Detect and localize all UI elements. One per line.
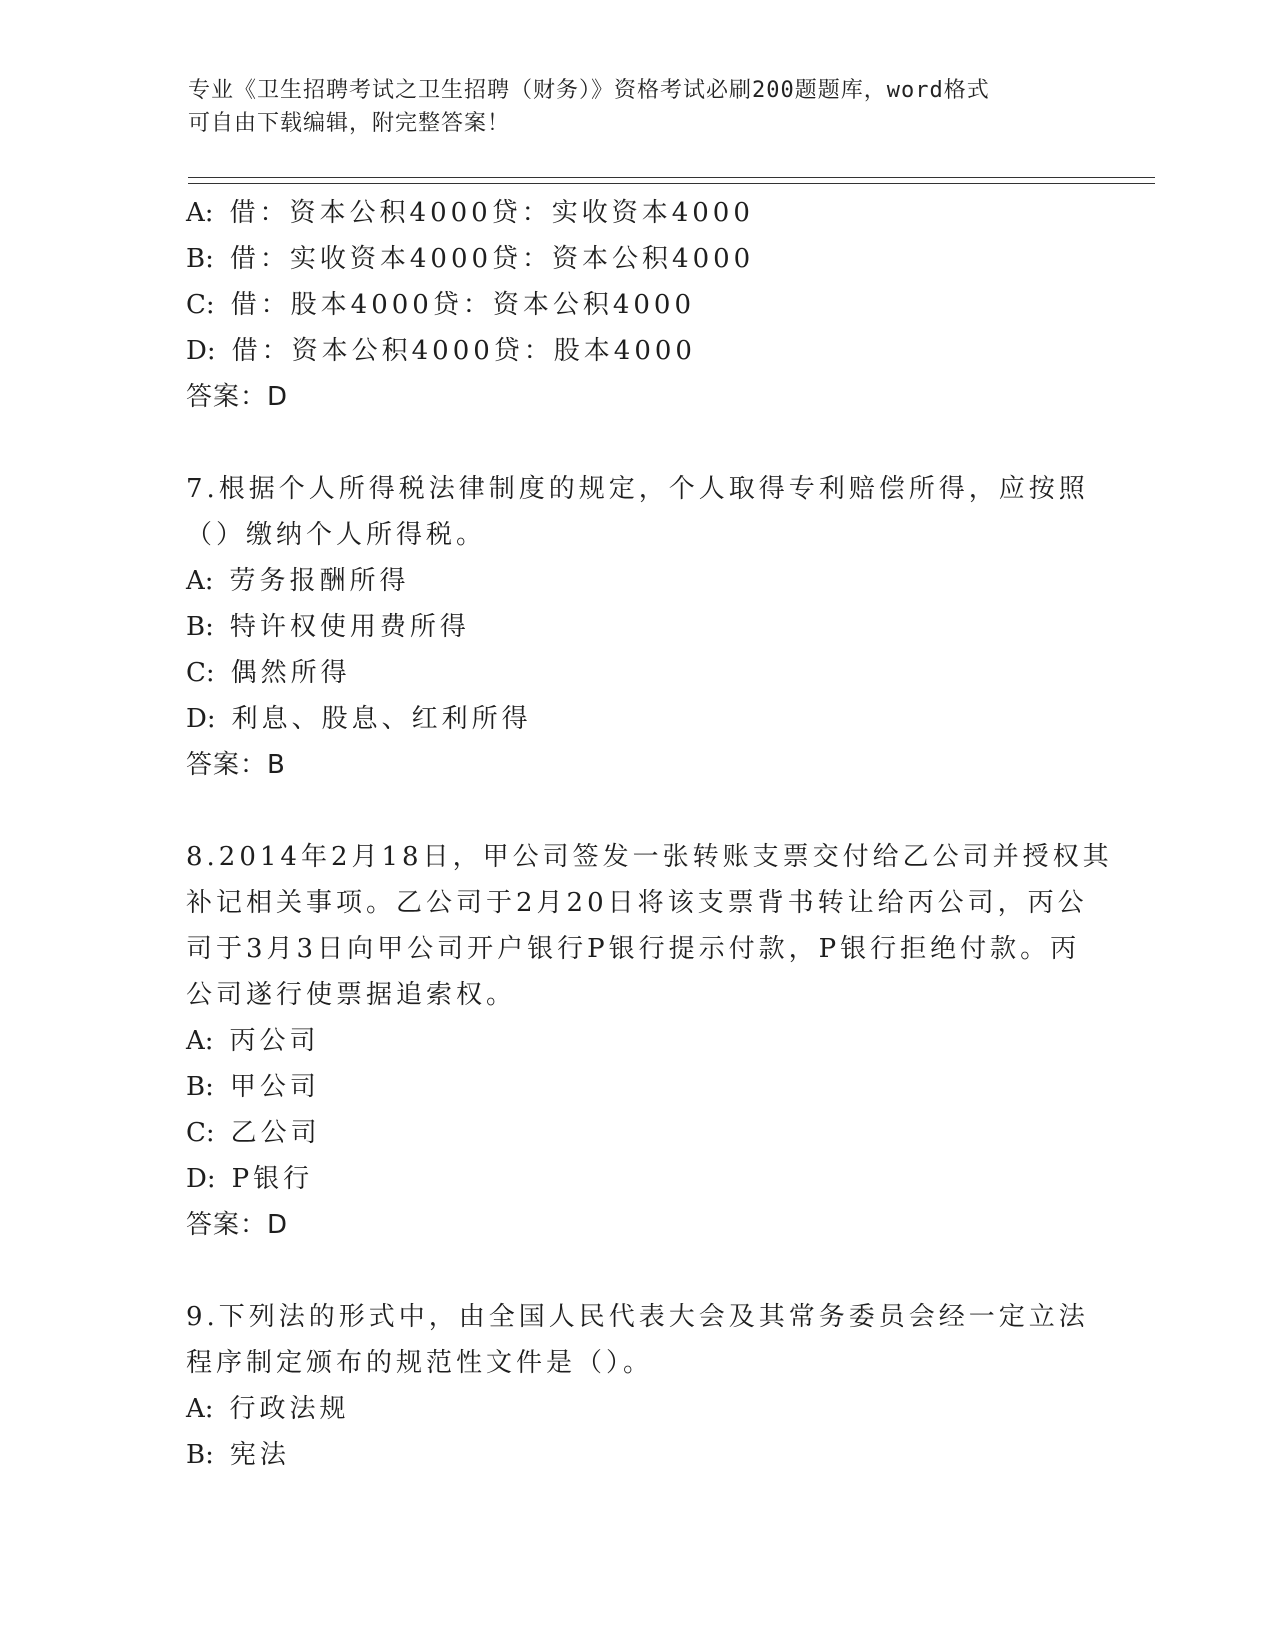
question-stem-line: 司于3月3日向甲公司开户银行P银行提示付款，P银行拒绝付款。丙 [186,934,1081,964]
question-stem-line: 8.2014年2月18日，甲公司签发一张转账支票交付给乙公司并授权其 [186,842,1113,872]
option-a [186,1018,1106,1064]
answer-line: 答案：B [186,750,286,780]
answer-line: 答案：D [186,382,289,412]
option-text: 借：股本4000贷：资本公积4000 [230,290,695,320]
option-key: B: [186,244,214,274]
spacer [186,1248,1106,1294]
option-text: 劳务报酬所得 [229,566,410,596]
document-header [188,74,1088,140]
option-text: 丙公司 [229,1026,320,1056]
question-6 [186,190,1106,420]
option-key: A: [186,198,214,228]
question-stem-line: 程序制定颁布的规范性文件是（）。 [186,1348,654,1378]
option-key: B: [186,1072,214,1102]
option-b [186,1064,1106,1110]
option-key: A: [186,566,214,596]
question-9 [186,1294,1106,1478]
answer-line: 答案：D [186,1210,289,1240]
option-text: 偶然所得 [230,658,351,688]
option-a [186,190,1106,236]
option-text: 借：资本公积4000贷：实收资本4000 [229,198,754,228]
option-key: C: [186,1118,215,1148]
option-a [186,558,1106,604]
option-text: 特许权使用费所得 [229,612,470,642]
option-d [186,696,1106,742]
option-key: A: [186,1026,214,1056]
option-key: B: [186,1440,214,1470]
option-key: D: [186,1164,216,1194]
option-text: 利息、股息、红利所得 [231,704,532,734]
option-text: 乙公司 [230,1118,321,1148]
option-c [186,1110,1106,1156]
question-8 [186,834,1113,1248]
header-divider-bottom [188,183,1155,184]
question-list [186,190,1113,1478]
option-key: D: [186,704,216,734]
option-c [186,282,1106,328]
option-key: A: [186,1394,214,1424]
option-key: B: [186,612,214,642]
question-stem-line: 补记相关事项。乙公司于2月20日将该支票背书转让给丙公司，丙公 [186,888,1088,918]
option-d [186,1156,1106,1202]
question-7 [186,466,1106,788]
option-key: D: [186,336,216,366]
option-key: C: [186,290,215,320]
header-divider-top [188,177,1155,178]
header-title-line-2: 可自由下载编辑，附完整答案！ [188,111,511,136]
option-text: 行政法规 [229,1394,350,1424]
question-stem-line: 7.根据个人所得税法律制度的规定，个人取得专利赔偿所得，应按照 [186,474,1089,504]
option-d [186,328,1106,374]
spacer [186,420,1106,466]
option-text: 借：实收资本4000贷：资本公积4000 [229,244,755,274]
question-stem-line: 公司遂行使票据追索权。 [186,980,517,1010]
option-b [186,1432,1106,1478]
option-text: 借：资本公积4000贷：股本4000 [231,336,696,366]
header-title-line-1: 专业《卫生招聘考试之卫生招聘（财务）》资格考试必刷200题题库，word格式 [188,78,990,103]
question-stem-line: 9.下列法的形式中，由全国人民代表大会及其常务委员会经一定立法 [186,1302,1089,1332]
option-a [186,1386,1106,1432]
option-text: 甲公司 [229,1072,320,1102]
question-stem-line: （）缴纳个人所得税。 [186,520,487,550]
option-key: C: [186,658,215,688]
option-b [186,604,1106,650]
option-b [186,236,1106,282]
spacer [186,788,1106,834]
option-c [186,650,1106,696]
option-text: 宪法 [229,1440,290,1470]
option-text: P银行 [231,1164,314,1194]
